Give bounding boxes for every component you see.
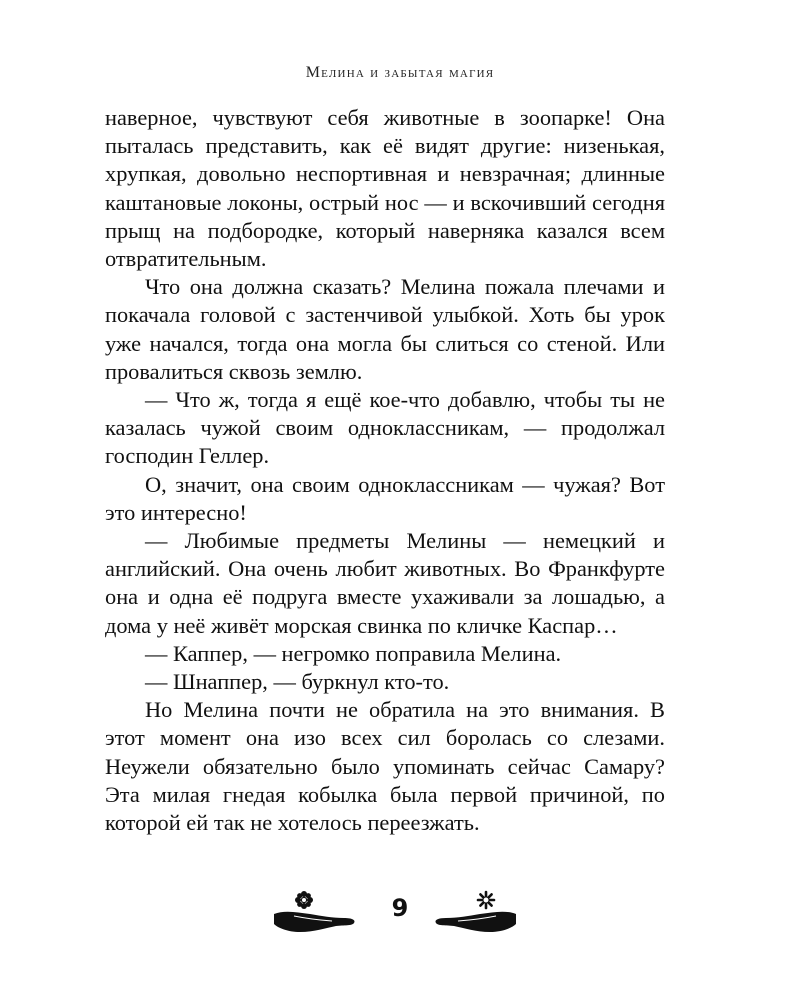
page-number: 9 (391, 894, 409, 922)
paragraph-1: наверное, чувствуют себя животные в зоопарке! Она пыталась представить, как её видят другие: низенькая, хрупкая, довольно неспортивная и невзрачная; длинные каштановые локоны, острый нос — и вскочивший сегодня прыщ на подбородке, который наверняка казался всем отвратительным. (105, 105, 665, 272)
body-text (105, 104, 665, 837)
hand-holding-star-icon (430, 888, 520, 938)
paragraph-6: — Каппер, — негромко поправила Мелина. (145, 640, 562, 666)
paragraph-7: — Шнаппер, — буркнул кто-то. (145, 669, 450, 695)
page-footer (0, 888, 800, 948)
paragraph-4: О, значит, она своим одноклассникам — чужая? Вот это интересно! (105, 471, 665, 525)
paragraph-8: Но Мелина почти не обратила на это внимания. В этот момент она изо всех сил боролась со слезами. Неужели обязательно было упоминать сейчас Самару? Эта милая гнедая кобылка была первой причиной, по которой ей так не хотелось переезжать. (105, 697, 665, 836)
paragraph-2: Что она должна сказать? Мелина пожала плечами и покачала головой с застенчивой улыбкой. Хоть бы урок уже начался, тогда она могла бы слиться со стеной. Или провалиться сквозь землю. (105, 274, 665, 384)
paragraph-3: — Что ж, тогда я ещё кое-что добавлю, чтобы ты не казалась чужой своим одноклассникам, — продолжал господин Геллер. (105, 387, 665, 469)
paragraph-5: — Любимые предметы Мелины — немецкий и английский. Она очень любит животных. Во Франкфурте она и одна её подруга вместе ухаживали за лошадью, а дома у неё живёт морская свинка по кличке Каспар… (105, 528, 665, 638)
hand-holding-flower-icon (270, 888, 360, 938)
running-head: Мелина и забытая магия (305, 64, 495, 81)
